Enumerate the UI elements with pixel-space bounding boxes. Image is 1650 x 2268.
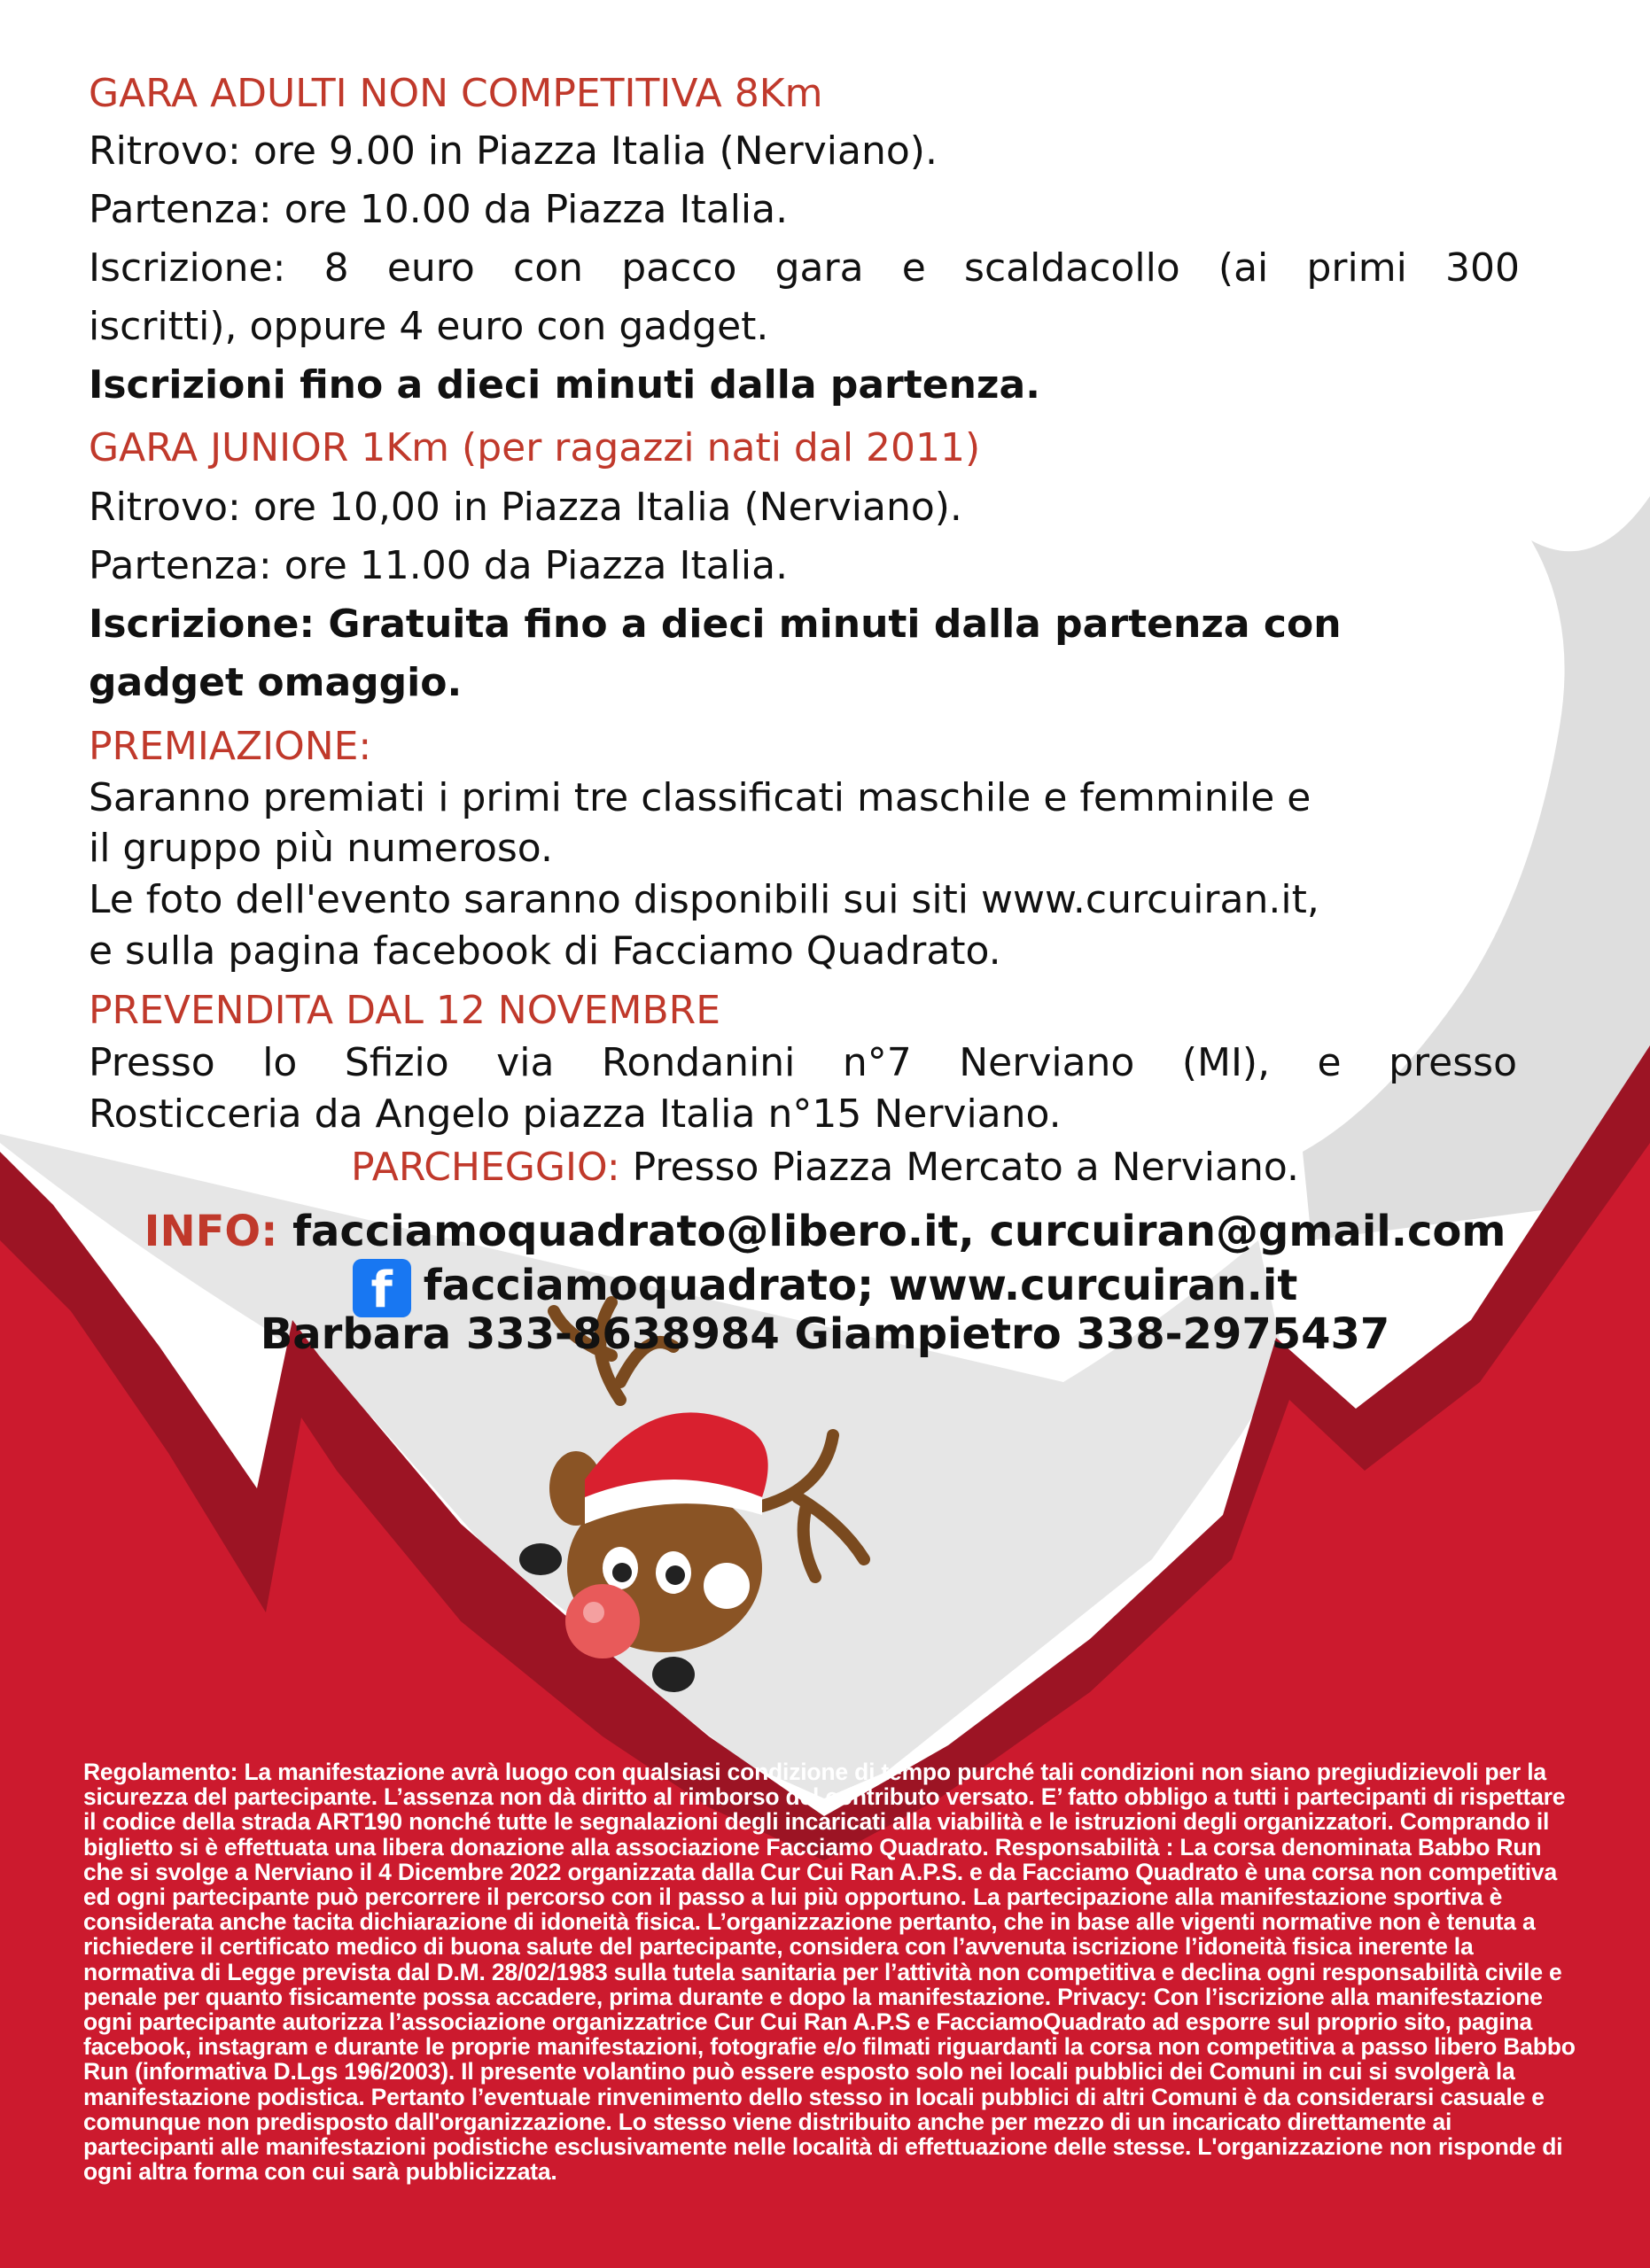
adult-race-fee-line2: iscritti), oppure 4 euro con gadget. (89, 304, 769, 349)
parking-text: Presso Piazza Mercato a Nerviano. (619, 1145, 1299, 1190)
adult-race-meeting: Ritrovo: ore 9.00 in Piazza Italia (Nerviano). (89, 128, 938, 174)
junior-race-heading: GARA JUNIOR 1Km (per ragazzi nati dal 2011) (89, 425, 981, 470)
facebook-icon: f (353, 1259, 411, 1317)
junior-race-meeting: Ritrovo: ore 10,00 in Piazza Italia (Nerviano). (89, 485, 962, 530)
awards-line1: Saranno premiati i primi tre classificati maschile e femminile e (89, 775, 1311, 820)
info-social-line (0, 1256, 1650, 1317)
awards-line4: e sulla pagina facebook di Facciamo Quadrato. (89, 928, 1001, 974)
presale-line2: Rosticceria da Angelo piazza Italia n°15 Nerviano. (89, 1091, 1062, 1137)
junior-race-start: Partenza: ore 11.00 da Piazza Italia. (89, 543, 789, 588)
junior-race-fee-line1: Iscrizione: Gratuita fino a dieci minuti dalla partenza con (89, 602, 1342, 647)
info-social: facciamoquadrato; www.curcuiran.it (423, 1261, 1298, 1310)
adult-race-heading: GARA ADULTI NON COMPETITIVA 8Km (89, 71, 823, 116)
awards-line2: il gruppo più numeroso. (89, 826, 553, 871)
info-emails: facciamoquadrato@libero.it, curcuiran@gmail.com (277, 1207, 1506, 1256)
junior-race-fee-line2: gadget omaggio. (89, 660, 463, 705)
adult-race-fee-line1 (89, 244, 1520, 293)
adult-race-start: Partenza: ore 10.00 da Piazza Italia. (89, 187, 789, 232)
presale-line1 (89, 1038, 1517, 1088)
adult-race-deadline: Iscrizioni fino a dieci minuti dalla partenza. (89, 362, 1040, 408)
awards-heading: PREMIAZIONE: (89, 724, 372, 769)
awards-line3: Le foto dell'evento saranno disponibili sui siti www.curcuiran.it, (89, 877, 1319, 922)
adult-race-fee-text: Iscrizione: 8 euro con pacco gara e scaldacollo (ai primi 300 (89, 245, 1520, 291)
parking-line (0, 1143, 1650, 1192)
info-phones: Barbara 333-8638984 Giampietro 338-2975437 (260, 1309, 1390, 1359)
info-emails-line (0, 1207, 1650, 1256)
parking-label: PARCHEGGIO: (351, 1145, 620, 1190)
presale-heading: PREVENDITA DAL 12 NOVEMBRE (89, 988, 721, 1033)
presale-line1-text: Presso lo Sfizio via Rondanini n°7 Nerviano (MI), e presso (89, 1040, 1517, 1085)
rules-text: Regolamento: La manifestazione avrà luogo con qualsiasi condizione di tempo purché tali condizioni non siano pregiudizievoli per la sicurezza del partecipante. L’assenza non dà diritto al rimborso del contributo versato. E’ fatto obbligo a tutti i partecipanti di rispettare il codice della strada ART190 nonché tutte le segnalazioni degli incaricati alla viabilità e le istruzioni degli organizzatori. Comprando il biglietto si è effettuata una libera donazione alla associazione Facciamo Quadrato. Responsabilità : La corsa denominata Babbo Run che si svolge a Nerviano il 4 Dicembre 2022 organizzata dalla Cur Cui Ran A.P.S. e da Facciamo Quadrato è una corsa non competitiva ed ogni partecipante può percorrere il percorso con il passo a lui più opportuno. La partecipazione alla manifestazione sportiva è considerata anche tacita dichiarazione di idoneità fisica. L’organizzazione pertanto, che in base alle vigenti normative non è tenuta a richiedere il certificato medico di buona salute del partecipante, considera con l’avvenuta iscrizione l’idoneità fisica inerente la normativa di Legge prevista dal D.M. 28/02/1983 sulla tutela sanitaria per l’attività non competitiva e declina ogni responsabilità civile e penale per quanto fisicamente possa accadere, prima durante e dopo la manifestazione. Privacy: Con l’iscrizione alla manifestazione ogni partecipante autorizza l’associazione organizzatrice Cur Cui Ran A.P.S e FacciamoQuadrato ad esporre sul proprio sito, pagina facebook, instagram e durante le proprie manifestazioni, fotografie e/o filmati riguardanti la corsa non competitiva a passo libero Babbo Run (informativa D.Lgs 196/2003). Il presente volantino può essere esposto solo nei locali pubblici dei Comuni in cui si svolgerà la manifestazione podistica. Pertanto l’eventuale rinvenimento dello stesso in locali pubblici di altri Comuni è da considerarsi casuale e comunque non predisposto dall'organizzazione. Lo stesso viene distribuito anche per mezzo di un incaricato direttamente ai partecipanti alle manifestazioni podistiche esclusivamente nelle località di effettuazione delle stesse. L'organizzazione non risponde di ogni altra forma con cui sarà pubblicizzata. (83, 1759, 1576, 2186)
info-label: INFO: (144, 1207, 278, 1256)
